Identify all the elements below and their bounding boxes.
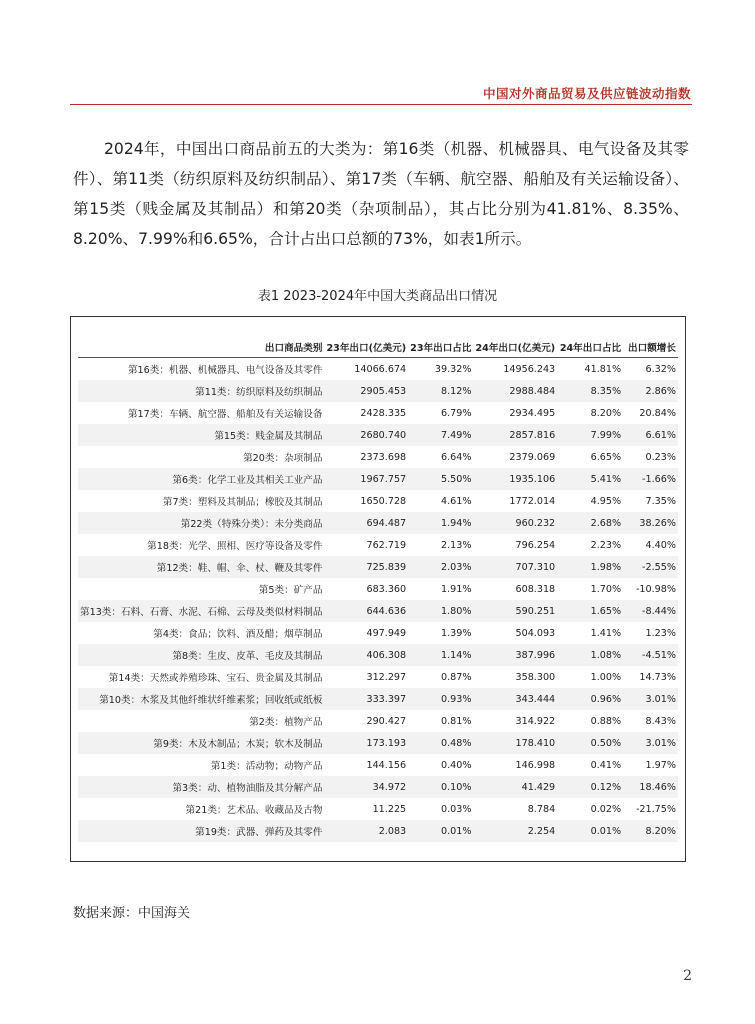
- value-cell: 0.96%: [557, 688, 623, 710]
- value-cell: 6.79%: [408, 402, 473, 424]
- value-cell: 2905.453: [324, 380, 408, 402]
- value-cell: 406.308: [324, 644, 408, 666]
- value-cell: 20.84%: [623, 402, 678, 424]
- value-cell: 725.839: [324, 556, 408, 578]
- value-cell: 0.50%: [557, 732, 623, 754]
- category-cell: 第5类：矿产品: [78, 578, 324, 600]
- value-cell: 8.20%: [557, 402, 623, 424]
- table-row: [78, 556, 678, 578]
- value-cell: 0.81%: [408, 710, 473, 732]
- column-header: 23年出口占比: [410, 343, 472, 354]
- table-row: [78, 622, 678, 644]
- value-cell: 2988.484: [473, 380, 557, 402]
- value-cell: 2.13%: [408, 534, 473, 556]
- column-header: 出口商品类别: [264, 343, 323, 354]
- category-cell: 第15类：贱金属及其制品: [78, 424, 324, 446]
- value-cell: 2.254: [473, 820, 557, 842]
- value-cell: 178.410: [473, 732, 557, 754]
- page-number: 2: [683, 968, 692, 984]
- value-cell: 2379.069: [473, 446, 557, 468]
- table-row: [78, 578, 678, 600]
- value-cell: 34.972: [324, 776, 408, 798]
- value-cell: 1967.757: [324, 468, 408, 490]
- category-cell: 第16类：机器、机械器具、电气设备及其零件: [78, 358, 324, 381]
- body-paragraph: 2024年，中国出口商品前五的大类为：第16类（机器、机械器具、电气设备及其零件）、第11类（纺织原料及纺织制品）、第17类（车辆、航空器、船舶及有关运输设备）、第15类（贱金属及其制品）和第20类（杂项制品），其占比分别为41.81%、8.35%、8.20%、7.99%和6.65%，合计占出口总额的73%，如表1所示。: [73, 140, 689, 248]
- value-cell: -8.44%: [623, 600, 678, 622]
- value-cell: 0.87%: [408, 666, 473, 688]
- category-cell: 第7类：塑料及其制品；橡胶及其制品: [78, 490, 324, 512]
- value-cell: 0.01%: [408, 820, 473, 842]
- category-cell: 第19类：武器、弹药及其零件: [78, 820, 324, 842]
- table-row: [78, 666, 678, 688]
- category-cell: 第6类：化学工业及其相关工业产品: [78, 468, 324, 490]
- value-cell: 2428.335: [324, 402, 408, 424]
- value-cell: 1.08%: [557, 644, 623, 666]
- column-header: 24年出口(亿美元): [475, 343, 556, 354]
- value-cell: 2.23%: [557, 534, 623, 556]
- value-cell: 1.65%: [557, 600, 623, 622]
- value-cell: 290.427: [324, 710, 408, 732]
- table-row: [78, 402, 678, 424]
- value-cell: 38.26%: [623, 512, 678, 534]
- value-cell: 1772.014: [473, 490, 557, 512]
- value-cell: 2680.740: [324, 424, 408, 446]
- value-cell: 144.156: [324, 754, 408, 776]
- value-cell: 8.43%: [623, 710, 678, 732]
- category-cell: 第13类：石料、石膏、水泥、石棉、云母及类似材料制品: [78, 600, 324, 622]
- value-cell: 683.360: [324, 578, 408, 600]
- value-cell: 1.80%: [408, 600, 473, 622]
- table-row: [78, 468, 678, 490]
- value-cell: 8.12%: [408, 380, 473, 402]
- table-row: [78, 732, 678, 754]
- export-table: [78, 337, 678, 842]
- value-cell: 644.636: [324, 600, 408, 622]
- category-cell: 第8类：生皮、皮革、毛皮及其制品: [78, 644, 324, 666]
- table-row: [78, 644, 678, 666]
- value-cell: 146.998: [473, 754, 557, 776]
- category-cell: 第11类：纺织原料及纺织制品: [78, 380, 324, 402]
- value-cell: 358.300: [473, 666, 557, 688]
- value-cell: 0.88%: [557, 710, 623, 732]
- value-cell: 1.23%: [623, 622, 678, 644]
- table-frame: [70, 316, 686, 862]
- table-row: [78, 380, 678, 402]
- value-cell: 0.01%: [557, 820, 623, 842]
- category-cell: 第17类：车辆、航空器、船舶及有关运输设备: [78, 402, 324, 424]
- value-cell: 707.310: [473, 556, 557, 578]
- value-cell: 14066.674: [324, 358, 408, 381]
- value-cell: 2.68%: [557, 512, 623, 534]
- table-header-row: [78, 337, 678, 358]
- value-cell: 1.14%: [408, 644, 473, 666]
- value-cell: 18.46%: [623, 776, 678, 798]
- value-cell: 1.98%: [557, 556, 623, 578]
- value-cell: 4.95%: [557, 490, 623, 512]
- value-cell: 8.784: [473, 798, 557, 820]
- report-header-title: 中国对外商品贸易及供应链波动指数: [482, 86, 691, 101]
- value-cell: 4.61%: [408, 490, 473, 512]
- column-header: 出口额增长: [628, 343, 676, 354]
- category-cell: 第21类：艺术品、收藏品及古物: [78, 798, 324, 820]
- value-cell: 3.01%: [623, 732, 678, 754]
- value-cell: 2.03%: [408, 556, 473, 578]
- value-cell: 694.487: [324, 512, 408, 534]
- value-cell: 1650.728: [324, 490, 408, 512]
- table-row: [78, 534, 678, 556]
- value-cell: 6.65%: [557, 446, 623, 468]
- value-cell: 41.81%: [557, 358, 623, 381]
- value-cell: 608.318: [473, 578, 557, 600]
- value-cell: 0.93%: [408, 688, 473, 710]
- value-cell: 3.01%: [623, 688, 678, 710]
- value-cell: 7.49%: [408, 424, 473, 446]
- column-header: 24年出口占比: [559, 343, 622, 354]
- value-cell: 960.232: [473, 512, 557, 534]
- value-cell: -4.51%: [623, 644, 678, 666]
- value-cell: 504.093: [473, 622, 557, 644]
- value-cell: -21.75%: [623, 798, 678, 820]
- value-cell: 343.444: [473, 688, 557, 710]
- value-cell: 590.251: [473, 600, 557, 622]
- value-cell: 0.41%: [557, 754, 623, 776]
- value-cell: 796.254: [473, 534, 557, 556]
- value-cell: 0.40%: [408, 754, 473, 776]
- value-cell: 2934.495: [473, 402, 557, 424]
- table-row: [78, 710, 678, 732]
- category-cell: 第12类：鞋、帽、伞、杖、鞭及其零件: [78, 556, 324, 578]
- value-cell: 333.397: [324, 688, 408, 710]
- value-cell: 173.193: [324, 732, 408, 754]
- value-cell: 8.35%: [557, 380, 623, 402]
- table-caption: 表1 2023-2024年中国大类商品出口情况: [257, 289, 498, 304]
- value-cell: 1.91%: [408, 578, 473, 600]
- category-cell: 第1类：活动物；动物产品: [78, 754, 324, 776]
- table-row: [78, 446, 678, 468]
- category-cell: 第2类：植物产品: [78, 710, 324, 732]
- category-cell: 第10类：木浆及其他纤维状纤维素浆；回收纸或纸板: [78, 688, 324, 710]
- value-cell: 8.20%: [623, 820, 678, 842]
- table-row: [78, 754, 678, 776]
- value-cell: 1.41%: [557, 622, 623, 644]
- value-cell: -10.98%: [623, 578, 678, 600]
- table-row: [78, 424, 678, 446]
- category-cell: 第22类（特殊分类）：未分类商品: [78, 512, 324, 534]
- value-cell: 7.35%: [623, 490, 678, 512]
- value-cell: 6.64%: [408, 446, 473, 468]
- value-cell: 0.12%: [557, 776, 623, 798]
- value-cell: 1.97%: [623, 754, 678, 776]
- value-cell: 2.86%: [623, 380, 678, 402]
- value-cell: 1.39%: [408, 622, 473, 644]
- value-cell: 6.32%: [623, 358, 678, 381]
- value-cell: 497.949: [324, 622, 408, 644]
- value-cell: 4.40%: [623, 534, 678, 556]
- table-row: [78, 798, 678, 820]
- data-source-note: 数据来源：中国海关: [73, 906, 191, 921]
- table-row: [78, 358, 678, 381]
- table-row: [78, 820, 678, 842]
- value-cell: 0.03%: [408, 798, 473, 820]
- column-header: 23年出口(亿美元): [326, 343, 407, 354]
- value-cell: 7.99%: [557, 424, 623, 446]
- value-cell: 11.225: [324, 798, 408, 820]
- value-cell: 2.083: [324, 820, 408, 842]
- value-cell: 2373.698: [324, 446, 408, 468]
- value-cell: 1.94%: [408, 512, 473, 534]
- value-cell: 14.73%: [623, 666, 678, 688]
- value-cell: 1.70%: [557, 578, 623, 600]
- value-cell: 0.23%: [623, 446, 678, 468]
- value-cell: 762.719: [324, 534, 408, 556]
- value-cell: 5.50%: [408, 468, 473, 490]
- value-cell: 1.00%: [557, 666, 623, 688]
- table-row: [78, 600, 678, 622]
- table-row: [78, 688, 678, 710]
- value-cell: 312.297: [324, 666, 408, 688]
- value-cell: 39.32%: [408, 358, 473, 381]
- category-cell: 第4类：食品；饮料、酒及醋；烟草制品: [78, 622, 324, 644]
- category-cell: 第18类：光学、照相、医疗等设备及零件: [78, 534, 324, 556]
- value-cell: 314.922: [473, 710, 557, 732]
- category-cell: 第14类：天然或养殖珍珠、宝石、贵金属及其制品: [78, 666, 324, 688]
- value-cell: 1935.106: [473, 468, 557, 490]
- value-cell: 2857.816: [473, 424, 557, 446]
- value-cell: 14956.243: [473, 358, 557, 381]
- value-cell: 387.996: [473, 644, 557, 666]
- value-cell: 41.429: [473, 776, 557, 798]
- value-cell: -2.55%: [623, 556, 678, 578]
- category-cell: 第9类：木及木制品；木炭；软木及制品: [78, 732, 324, 754]
- value-cell: 0.02%: [557, 798, 623, 820]
- value-cell: 0.10%: [408, 776, 473, 798]
- table-row: [78, 490, 678, 512]
- category-cell: 第3类：动、植物油脂及其分解产品: [78, 776, 324, 798]
- table-row: [78, 512, 678, 534]
- header-divider: [70, 104, 692, 105]
- value-cell: 5.41%: [557, 468, 623, 490]
- table-body: [78, 358, 678, 843]
- table-row: [78, 776, 678, 798]
- category-cell: 第20类：杂项制品: [78, 446, 324, 468]
- value-cell: 6.61%: [623, 424, 678, 446]
- value-cell: 0.48%: [408, 732, 473, 754]
- value-cell: -1.66%: [623, 468, 678, 490]
